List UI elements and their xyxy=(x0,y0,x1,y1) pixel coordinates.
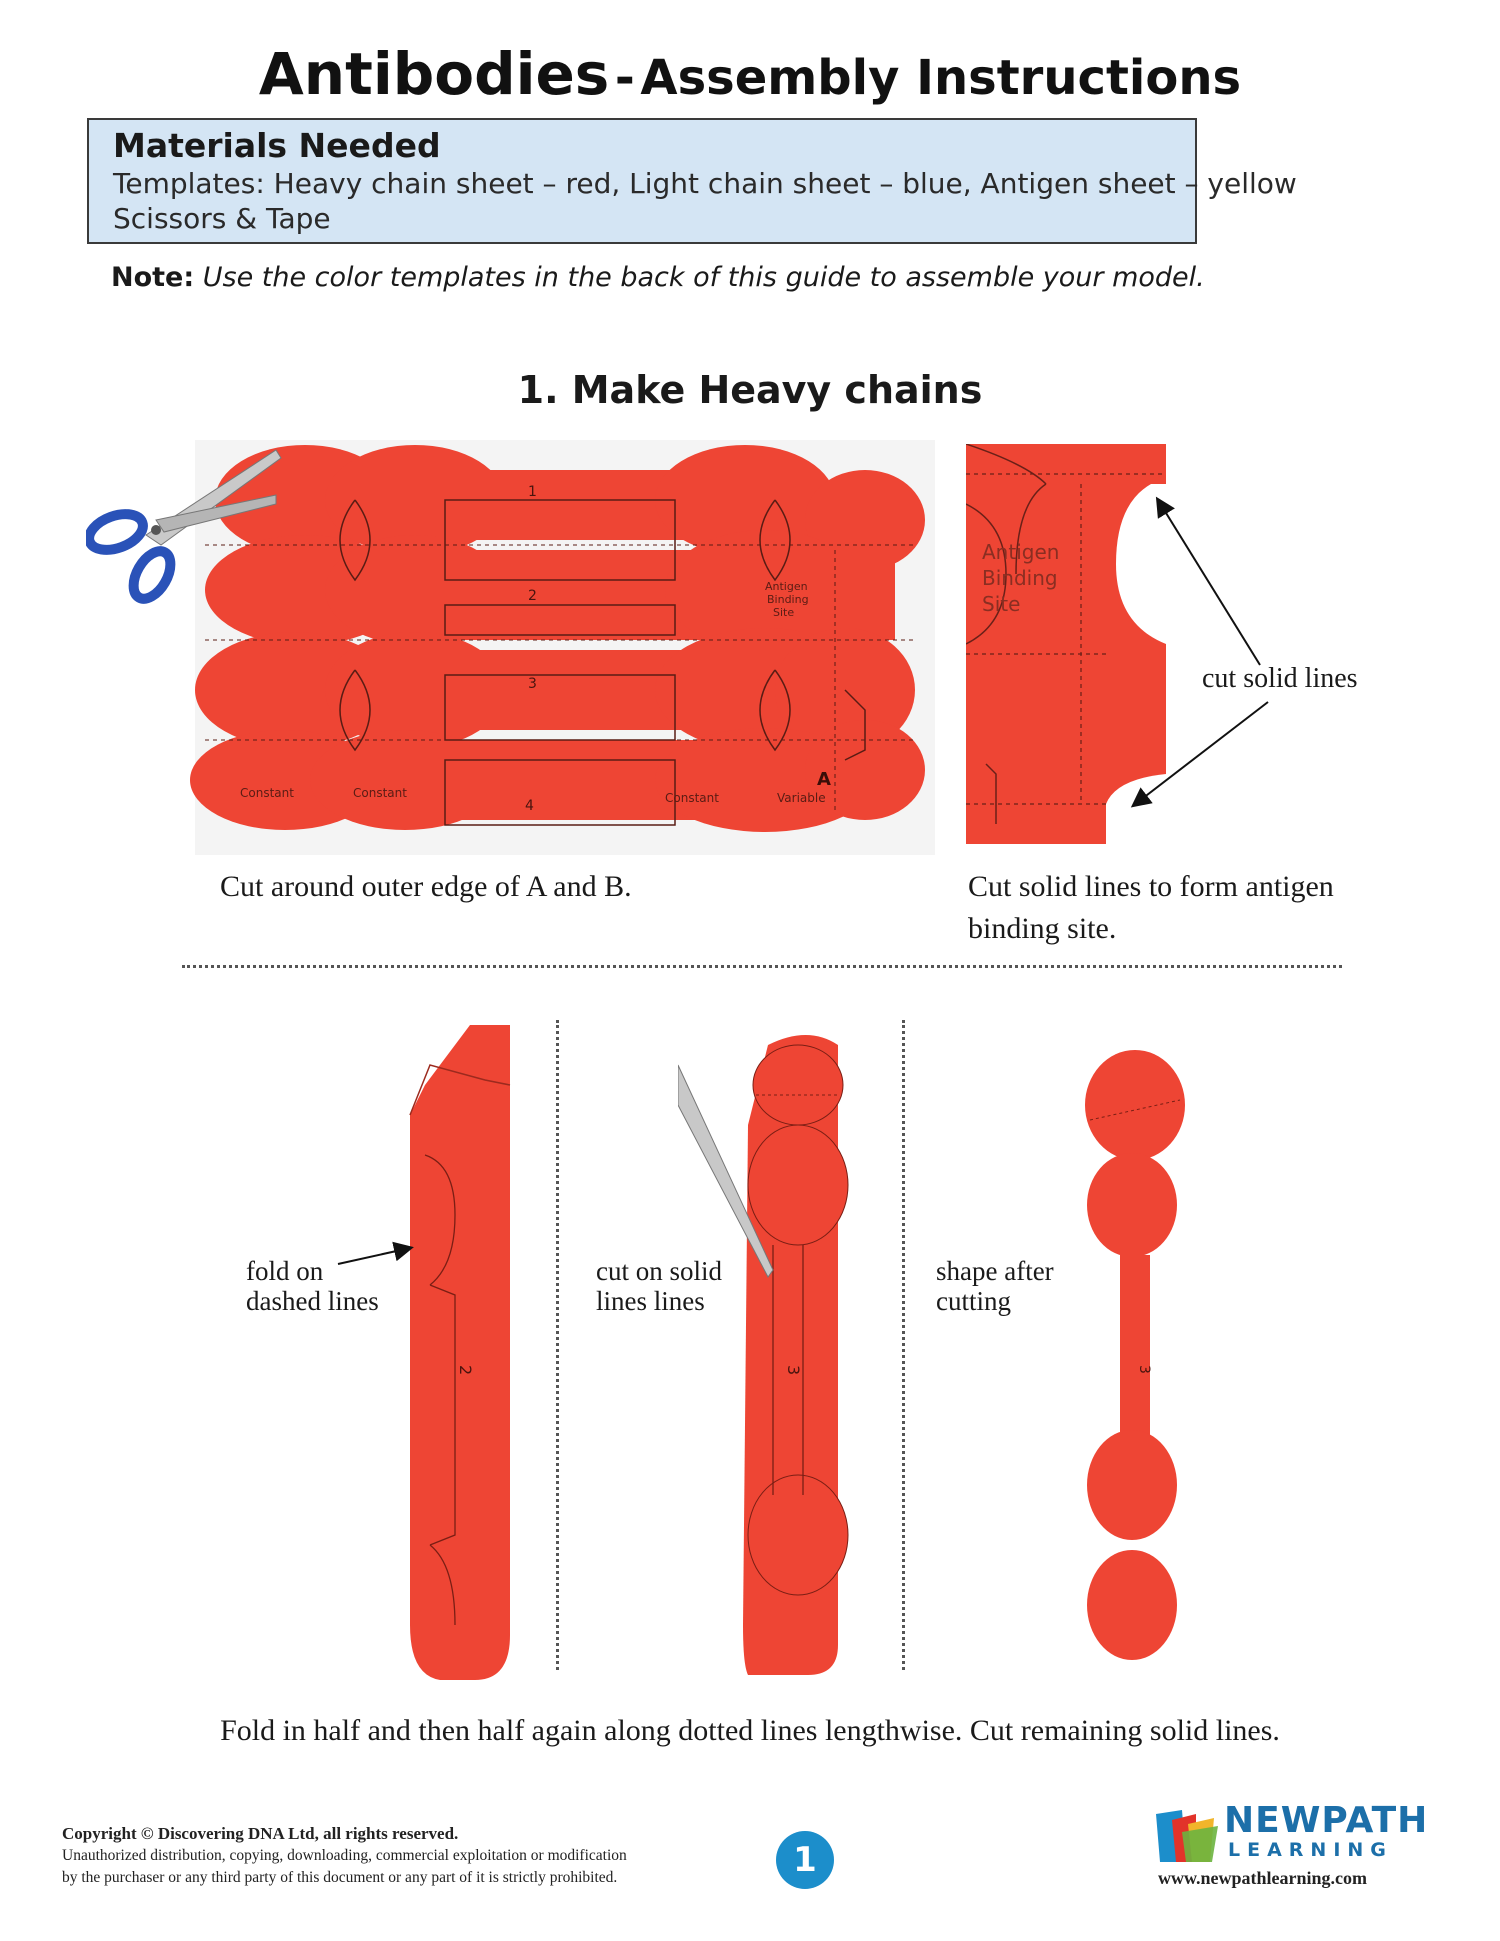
page-title xyxy=(0,40,1500,108)
materials-box xyxy=(87,118,1297,244)
strip1-number: 2 xyxy=(456,1365,475,1376)
scissors-icon xyxy=(86,440,286,610)
note-text: Use the color templates in the back of this guide to assemble your model. xyxy=(202,262,1205,293)
cutting-strip-photo xyxy=(678,1025,878,1685)
section-divider xyxy=(182,965,1342,968)
shape-label-1: shape after xyxy=(936,1256,1054,1286)
title-sub: Assembly Instructions xyxy=(640,50,1242,106)
fold-instructions-caption: Fold in half and then half again along dotted lines lengthwise. Cut remaining solid lines. xyxy=(220,1714,1280,1747)
strip2-number: 3 xyxy=(784,1365,803,1376)
footer-copyright xyxy=(62,1823,782,1889)
strip3-number: 3 xyxy=(1136,1365,1152,1374)
template-constant-label-2: Constant xyxy=(353,786,407,800)
note xyxy=(111,262,1205,293)
template-letter-a: A xyxy=(817,769,831,790)
closeup-antigen-label-2: Binding xyxy=(982,566,1058,590)
template-antigen-label-2: Binding xyxy=(767,593,809,606)
caption-cut-solid-lines-2: binding site. xyxy=(968,912,1117,945)
folded-strip-photo xyxy=(400,1025,530,1685)
cut-label-2: lines lines xyxy=(596,1286,705,1316)
template-row-number-4: 4 xyxy=(525,798,534,814)
strip-divider-2 xyxy=(902,1020,905,1670)
closeup-antigen-label-1: Antigen xyxy=(982,540,1060,564)
materials-line-templates: Templates: Heavy chain sheet – red, Light chain sheet – blue, Antigen sheet – yellow xyxy=(113,167,1297,200)
caption-cut-outer-edge: Cut around outer edge of A and B. xyxy=(220,870,632,903)
shape-label-2: cutting xyxy=(936,1286,1011,1316)
fold-label-2: dashed lines xyxy=(246,1286,379,1316)
template-row-number-2: 2 xyxy=(528,588,537,604)
title-separator: - xyxy=(614,50,635,106)
fold-arrow xyxy=(336,1240,416,1270)
step-heading: 1. Make Heavy chains xyxy=(517,368,983,412)
template-variable-label: Variable xyxy=(777,791,826,805)
caption-cut-solid-lines-1: Cut solid lines to form antigen xyxy=(968,870,1334,903)
logo-bottom: LEARNING xyxy=(1228,1839,1393,1861)
template-constant-label-1: Constant xyxy=(240,786,294,800)
copyright-notice-1: Unauthorized distribution, copying, downloading, commercial exploitation or modification xyxy=(62,1847,627,1864)
copyright-line: Copyright © Discovering DNA Ltd, all rights reserved. xyxy=(62,1824,459,1843)
logo-top: NEWPATH xyxy=(1224,1800,1429,1841)
cut-label-1: cut on solid xyxy=(596,1256,722,1286)
page-number-badge: 1 xyxy=(776,1831,834,1889)
newpath-book-logo-icon xyxy=(1152,1806,1222,1866)
newpath-url[interactable]: www.newpathlearning.com xyxy=(1158,1868,1368,1888)
fold-label-1: fold on xyxy=(246,1256,324,1286)
cut-shape-strip-photo xyxy=(1070,1025,1200,1675)
template-antigen-label-3: Site xyxy=(773,606,795,619)
strip-divider-1 xyxy=(556,1020,559,1670)
closeup-antigen-label-3: Site xyxy=(982,592,1021,616)
copyright-notice-2: by the purchaser or any third party of this document or any part of it is strictly prohibited. xyxy=(62,1869,618,1886)
note-label: Note: xyxy=(111,262,195,293)
title-main: Antibodies xyxy=(258,40,610,108)
template-row-number-3: 3 xyxy=(528,676,537,692)
materials-heading: Materials Needed xyxy=(113,126,441,165)
template-constant-label-3: Constant xyxy=(665,791,719,805)
template-row-number-1: 1 xyxy=(528,484,537,500)
cut-lines-callout-arrows xyxy=(1100,480,1280,820)
newpath-logo-text xyxy=(1224,1802,1428,1860)
materials-line-tools: Scissors & Tape xyxy=(113,202,331,235)
template-antigen-label-1: Antigen xyxy=(765,580,808,593)
closeup-callout-label: cut solid lines xyxy=(1202,663,1358,694)
